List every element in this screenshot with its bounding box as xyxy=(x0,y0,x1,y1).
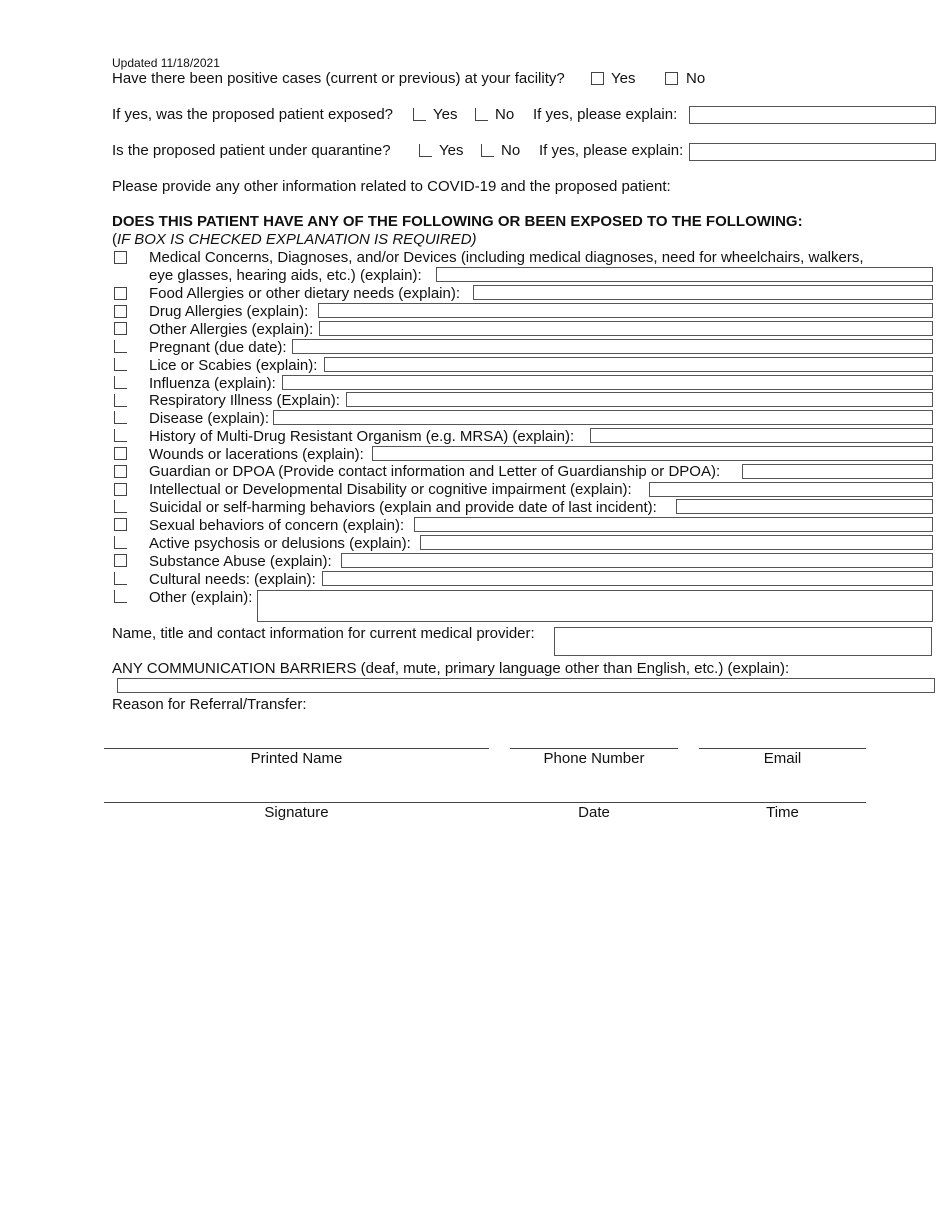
drug-allergies-checkbox[interactable] xyxy=(114,305,127,318)
printed-name-line[interactable] xyxy=(104,748,489,749)
other-allergies-checkbox[interactable] xyxy=(114,322,127,335)
phone-number-caption: Phone Number xyxy=(543,750,645,767)
psychosis-label: Active psychosis or delusions (explain): xyxy=(149,535,411,552)
covid-q3-yes-label: Yes xyxy=(439,142,464,159)
covid-q1-label: Have there been positive cases (current or previous) at your facility? xyxy=(112,70,565,87)
pregnant-field[interactable] xyxy=(292,339,933,354)
section-heading: DOES THIS PATIENT HAVE ANY OF THE FOLLOWING OR BEEN EXPOSED TO THE FOLLOWING: xyxy=(112,213,803,230)
respiratory-illness-label: Respiratory Illness (Explain): xyxy=(149,392,340,409)
covid-q3-yes-checkbox[interactable] xyxy=(419,144,432,157)
intellectual-checkbox[interactable] xyxy=(114,483,127,496)
influenza-field[interactable] xyxy=(282,375,933,390)
psychosis-checkbox[interactable] xyxy=(114,536,127,549)
intellectual-field[interactable] xyxy=(649,482,933,497)
covid-q2-label: If yes, was the proposed patient exposed? xyxy=(112,106,394,123)
other-allergies-field[interactable] xyxy=(319,321,933,336)
subheading-paren: ( xyxy=(112,231,117,248)
pregnant-checkbox[interactable] xyxy=(114,340,127,353)
wounds-field[interactable] xyxy=(372,446,933,461)
drug-allergies-label: Drug Allergies (explain): xyxy=(149,303,309,320)
substance-abuse-label: Substance Abuse (explain): xyxy=(149,553,332,570)
suicidal-checkbox[interactable] xyxy=(114,500,127,513)
drug-allergies-field[interactable] xyxy=(318,303,933,318)
medical-concerns-label-1: Medical Concerns, Diagnoses, and/or Devices (including medical diagnoses, need for wheelchairs, walkers, xyxy=(149,249,864,266)
barriers-field[interactable] xyxy=(117,678,935,693)
covid-q3-explain-label: If yes, please explain: xyxy=(539,142,684,159)
psychosis-field[interactable] xyxy=(420,535,933,550)
sexual-behaviors-field[interactable] xyxy=(414,517,933,532)
time-caption: Time xyxy=(766,804,799,821)
date-caption: Date xyxy=(578,804,610,821)
covid-q3-label: Is the proposed patient under quarantine? xyxy=(112,142,391,159)
signature-caption: Signature xyxy=(264,804,329,821)
other-label: Other (explain): xyxy=(149,589,253,606)
respiratory-illness-checkbox[interactable] xyxy=(114,394,127,407)
influenza-checkbox[interactable] xyxy=(114,376,127,389)
cultural-needs-checkbox[interactable] xyxy=(114,572,127,585)
barriers-label: ANY COMMUNICATION BARRIERS (deaf, mute, primary language other than English, etc.) (explain): xyxy=(112,660,790,677)
cultural-needs-field[interactable] xyxy=(322,571,933,586)
covid-q2-yes-label: Yes xyxy=(433,106,458,123)
cultural-needs-label: Cultural needs: (explain): xyxy=(149,571,316,588)
intellectual-label: Intellectual or Developmental Disability or cognitive impairment (explain): xyxy=(149,481,632,498)
disease-checkbox[interactable] xyxy=(114,411,127,424)
food-allergies-field[interactable] xyxy=(473,285,933,300)
wounds-label: Wounds or lacerations (explain): xyxy=(149,446,364,463)
substance-abuse-field[interactable] xyxy=(341,553,933,568)
mrsa-field[interactable] xyxy=(590,428,933,443)
subheading-text: IF BOX IS CHECKED EXPLANATION IS REQUIRED) xyxy=(117,231,477,248)
covid-q2-no-label: No xyxy=(495,106,515,123)
disease-label: Disease (explain): xyxy=(149,410,270,427)
medical-concerns-label-2: eye glasses, hearing aids, etc.) (explain): xyxy=(149,267,422,284)
sexual-behaviors-checkbox[interactable] xyxy=(114,518,127,531)
respiratory-illness-field[interactable] xyxy=(346,392,933,407)
lice-scabies-label: Lice or Scabies (explain): xyxy=(149,357,318,374)
pregnant-label: Pregnant (due date): xyxy=(149,339,287,356)
covid-q3-no-label: No xyxy=(501,142,521,159)
lice-scabies-field[interactable] xyxy=(324,357,933,372)
food-allergies-checkbox[interactable] xyxy=(114,287,127,300)
influenza-label: Influenza (explain): xyxy=(149,375,276,392)
covid-q3-explain-field[interactable] xyxy=(689,143,936,161)
covid-q2-explain-label: If yes, please explain: xyxy=(533,106,678,123)
phone-number-line[interactable] xyxy=(510,748,678,749)
covid-q2-yes-checkbox[interactable] xyxy=(413,108,426,121)
suicidal-label: Suicidal or self-harming behaviors (explain and provide date of last incident): xyxy=(149,499,657,516)
printed-name-caption: Printed Name xyxy=(250,750,343,767)
suicidal-field[interactable] xyxy=(676,499,933,514)
medical-concerns-field[interactable] xyxy=(436,267,933,282)
signature-line[interactable] xyxy=(104,802,866,803)
provider-label: Name, title and contact information for current medical provider: xyxy=(112,625,535,642)
wounds-checkbox[interactable] xyxy=(114,447,127,460)
provider-field[interactable] xyxy=(554,627,932,656)
other-checkbox[interactable] xyxy=(114,590,127,603)
guardian-label: Guardian or DPOA (Provide contact information and Letter of Guardianship or DPOA): xyxy=(149,463,721,480)
medical-concerns-checkbox[interactable] xyxy=(114,251,127,264)
section-subheading xyxy=(112,231,477,248)
covid-q2-explain-field[interactable] xyxy=(689,106,936,124)
covid-other-info-label: Please provide any other information related to COVID-19 and the proposed patient: xyxy=(112,178,671,195)
referral-label: Reason for Referral/Transfer: xyxy=(112,696,307,713)
other-allergies-label: Other Allergies (explain): xyxy=(149,321,314,338)
guardian-checkbox[interactable] xyxy=(114,465,127,478)
mrsa-label: History of Multi-Drug Resistant Organism (e.g. MRSA) (explain): xyxy=(149,428,575,445)
disease-field[interactable] xyxy=(273,410,933,425)
lice-scabies-checkbox[interactable] xyxy=(114,358,127,371)
covid-q3-no-checkbox[interactable] xyxy=(481,144,494,157)
other-field[interactable] xyxy=(257,590,933,622)
food-allergies-label: Food Allergies or other dietary needs (explain): xyxy=(149,285,461,302)
sexual-behaviors-label: Sexual behaviors of concern (explain): xyxy=(149,517,405,534)
covid-q1-no-checkbox[interactable] xyxy=(665,72,678,85)
substance-abuse-checkbox[interactable] xyxy=(114,554,127,567)
mrsa-checkbox[interactable] xyxy=(114,429,127,442)
email-line[interactable] xyxy=(699,748,866,749)
guardian-field[interactable] xyxy=(742,464,933,479)
covid-q1-no-label: No xyxy=(686,70,706,87)
covid-q1-yes-checkbox[interactable] xyxy=(591,72,604,85)
covid-q2-no-checkbox[interactable] xyxy=(475,108,488,121)
updated-date: Updated 11/18/2021 xyxy=(112,56,220,70)
covid-q1-yes-label: Yes xyxy=(611,70,636,87)
email-caption: Email xyxy=(763,750,802,767)
